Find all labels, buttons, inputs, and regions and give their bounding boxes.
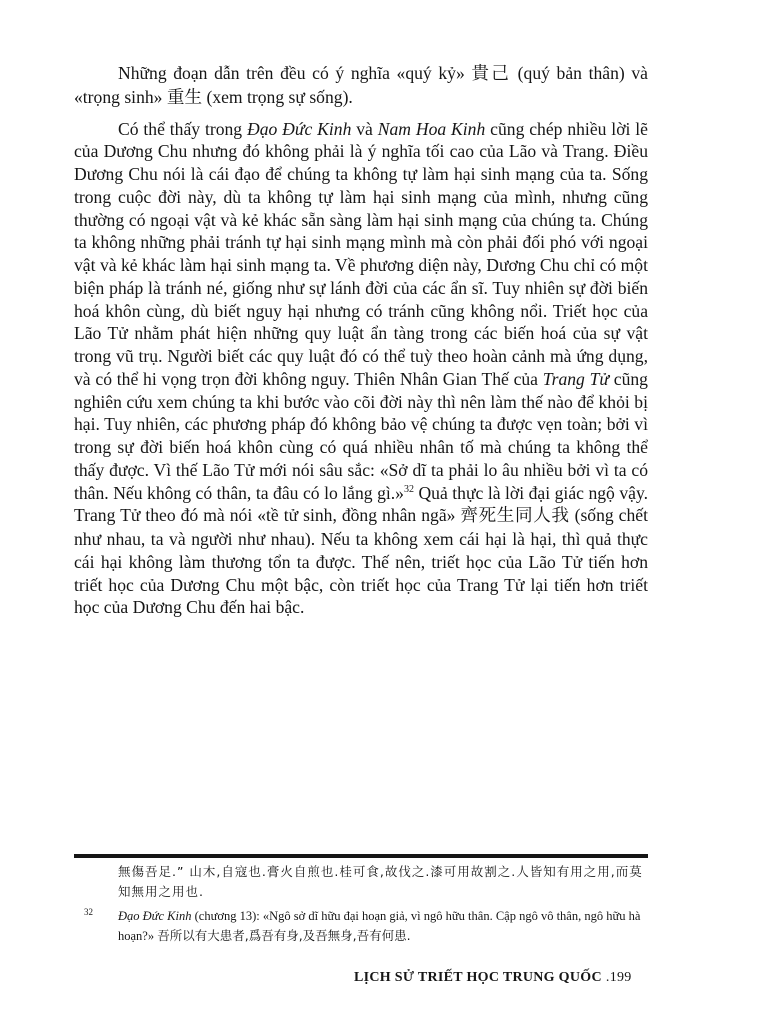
p1-text-a: Những đoạn dẫn trên đều có ý nghĩa «quý kỷ»	[118, 63, 472, 83]
p2-text-a: Có thể thấy trong	[118, 118, 247, 139]
running-footer	[354, 970, 654, 986]
p1-cjk-quy-ky: 貴己	[471, 64, 512, 84]
footnote-32	[74, 906, 648, 946]
footnote-separator	[74, 854, 648, 858]
footnote-number: 32	[84, 907, 93, 917]
main-text	[74, 62, 648, 627]
paragraph-2	[74, 118, 648, 620]
p2-text-d: cũng nghiên cứu xem chúng ta khi bước vào cõi đời này thì nên làm thế nào để khỏi bị hại. Tuy nhiên, các phương pháp đó không bảo vệ chúng ta được vẹn toàn; bởi vì trong sự đời biến hoá khôn cùng có quá nhiều nhân tố mà chúng ta không thể thấy được. Vì thế Lão Tử mới nói sâu sắc: «Sở dĩ ta phải lo âu nhiều bởi vì ta có thân. Nếu không có thân, ta đâu có lo lắng gì.»	[74, 368, 648, 503]
p2-text-c: cũng chép nhiều lời lẽ của Dương Chu nhưng đó không phải là ý nghĩa tối cao của Lão và Trang. Điều Dương Chu nói là cái đạo để chúng ta không tự làm hại sinh mạng của ta. Sống trong cuộc đời này, dù ta không tự làm hại sinh mạng của mình, nhưng cũng thường có ngoại vật và kẻ khác sẵn sàng làm hại sinh mạng của chúng ta. Chúng ta không những phải tránh tự hại sinh mạng mình mà còn phải đối phó với ngoại vật và kẻ khác làm hại sinh mạng ta. Về phương diện này, Dương Chu chỉ có một biện pháp là tránh né, giống như sự lánh đời của các ẩn sĩ. Tuy nhiên sự đời biến hoá khôn cùng, dù biết nguy hại nhưng có tránh cũng không nổi. Triết học của Lão Tử nhằm phát hiện những quy luật ẩn tàng trong các biến hoá của sự vật trong vũ trụ. Người biết các quy luật đó có thể tuỳ theo hoàn cảnh mà ứng dụng, và có thể hi vọng trọn đời không nguy. Thiên Nhân Gian Thế của	[74, 118, 648, 389]
p2-text-f: (sống chết như nhau, ta và người như nhau). Nếu ta không xem cái hại là hại, thì quả thực cái hại không làm thương tổn ta được. Thế nên, triết học của Lão Tử tiến hơn triết học của Dương Chu một bậc, còn triết học của Trang Tử lại tiến hơn triết học của Dương Chu đến hai bậc.	[74, 505, 648, 618]
paragraph-1	[74, 62, 648, 110]
p2-text-e: Quả thực là lời đại giác ngộ vậy. Trang Tử theo đó mà nói «tề tử sinh, đồng nhân ngã»	[74, 482, 649, 526]
book-title: LỊCH SỬ TRIẾT HỌC TRUNG QUỐC	[354, 970, 602, 985]
p2-text-b: và	[351, 118, 378, 139]
p2-book-dao-duc-kinh: Đạo Đức Kinh	[246, 118, 352, 139]
footnote-ref-32[interactable]: 32	[403, 483, 414, 495]
footnote-book-title: Đạo Đức Kinh	[118, 909, 192, 923]
p1-cjk-trong-sinh: 重生	[166, 87, 203, 108]
p2-cjk-te-tu-sinh: 齊死生同人我	[460, 506, 570, 527]
footnote-cjk: 吾所以有大患者,爲吾有身,及吾無身,吾有何患.	[157, 928, 411, 943]
footnotes	[74, 862, 648, 946]
p2-book-nam-hoa-kinh: Nam Hoa Kinh	[377, 118, 486, 139]
p1-text-b: (quý bản thân) và «trọng sinh»	[74, 63, 648, 107]
p1-text-c: (xem trọng sự sống).	[202, 86, 353, 107]
page-number: .199	[605, 970, 632, 985]
footnote-text: (chương 13): «Ngô sở dĩ hữu đại hoạn giả, vì ngô hữu thân. Cập ngô vô thân, ngô hữu hà hoạn?»	[118, 909, 641, 943]
footnote-continuation-cjk: 無傷吾足.” 山木,自寇也.膏火自煎也.桂可食,故伐之.漆可用故割之.人皆知有用之用,而莫知無用之用也.	[118, 864, 643, 899]
p2-book-trang-tu: Trang Tử	[542, 368, 609, 389]
